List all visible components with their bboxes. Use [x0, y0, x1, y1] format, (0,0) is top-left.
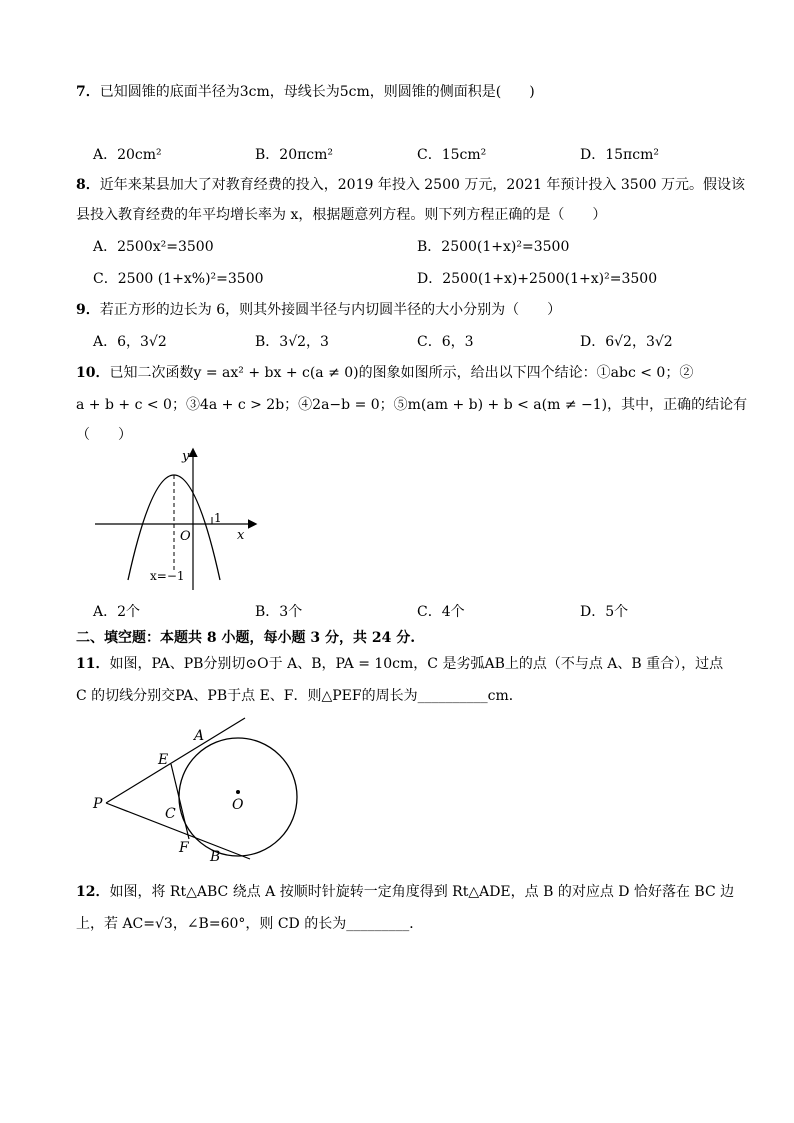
- q12-text-1: 如图，将 Rt△ABC 绕点 A 按顺时针旋转一定角度得到 Rt△ADE，点 B 的对应点 D 恰好落在 BC 边: [109, 884, 735, 900]
- q8-option-d: D．2500(1+x)+2500(1+x)²=3500: [417, 271, 658, 287]
- q7-stem: [76, 82, 535, 102]
- q8-stem-line2: 县投入教育经费的年平均增长率为 x，根据题意列方程。则下列方程正确的是（ ）: [76, 207, 607, 223]
- q11-text-1: 如图，PA、PB分别切⊙O于 A、B，PA = 10cm，C 是劣弧AB上的点（不与点 A、B 重合），过点: [109, 656, 724, 672]
- q10-stem-line3: （ ）: [76, 427, 132, 443]
- q7-option-d: D．15πcm²: [580, 147, 659, 163]
- q10-option-d: D．5个: [580, 604, 629, 620]
- q10-stem-line2: a + b + c < 0；③4a + c > 2b；④2a−b = 0；⑤m(am + b) + b < a(m ≠ −1)，其中，正确的结论有: [76, 397, 748, 413]
- origin-label: O: [180, 529, 191, 544]
- q10-option-a: A．2个: [93, 604, 141, 620]
- q11-stem-line1: [76, 654, 723, 674]
- q9-number: 9．: [76, 302, 100, 318]
- q7-option-a: A．20cm²: [93, 147, 162, 163]
- q9-text: 若正方形的边长为 6，则其外接圆半径与内切圆半径的大小分别为（ ）: [99, 302, 562, 318]
- q11-stem-line2: C 的切线分别交PA、PB于点 E、F．则△PEF的周长为__________cm．: [76, 688, 523, 704]
- q10-stem-line1: [76, 363, 693, 383]
- center-dot: [236, 790, 240, 794]
- tangent-pb: [106, 803, 250, 859]
- tangent-pa: [106, 718, 245, 803]
- q9-stem: [76, 300, 561, 320]
- q10-option-c: C．4个: [417, 604, 465, 620]
- q11-tangent-figure: [88, 712, 308, 872]
- q7-option-b: B．20πcm²: [255, 147, 334, 163]
- q10-parabola-figure: [90, 445, 270, 595]
- q9-option-c: C．6，3: [417, 334, 474, 350]
- q12-stem-line2: 上，若 AC=√3，∠B=60°，则 CD 的长为_________．: [76, 916, 424, 932]
- q10-text-1: 已知二次函数y = ax² + bx + c(a ≠ 0)的图象如图所示，给出以下四个结论：①abc < 0；②: [109, 365, 694, 381]
- q12-stem-line1: [76, 882, 734, 902]
- q7-number: 7．: [76, 84, 100, 100]
- q8-option-a: A．2500x²=3500: [93, 239, 214, 255]
- label-c: C: [165, 806, 176, 822]
- q12-number: 12．: [76, 884, 110, 900]
- label-p: P: [93, 796, 103, 812]
- q8-stem-line1: [76, 175, 745, 195]
- q8-number: 8．: [76, 177, 100, 193]
- q10-option-b: B．3个: [255, 604, 303, 620]
- q10-number: 10．: [76, 365, 110, 381]
- label-e: E: [158, 752, 169, 768]
- q7-option-c: C．15cm²: [417, 147, 487, 163]
- unit-label: 1: [214, 511, 222, 525]
- label-a: A: [194, 728, 205, 744]
- q7-text: 已知圆锥的底面半径为3cm，母线长为5cm，则圆锥的侧面积是( ): [99, 84, 535, 100]
- tangent-ef: [171, 764, 189, 839]
- label-f: F: [179, 840, 189, 856]
- q8-option-b: B．2500(1+x)²=3500: [417, 239, 570, 255]
- q9-option-b: B．3√2，3: [255, 334, 329, 350]
- y-axis-label: y: [182, 449, 190, 464]
- q9-option-a: A．6，3√2: [93, 334, 167, 350]
- q9-option-d: D．6√2，3√2: [580, 334, 673, 350]
- symmetry-axis-label: x=−1: [150, 569, 185, 583]
- q8-text-1: 近年来某县加大了对教育经费的投入，2019 年投入 2500 万元，2021 年预计投入 3500 万元。假设该: [99, 177, 745, 193]
- q8-option-c: C．2500 (1+x%)²=3500: [93, 271, 264, 287]
- x-axis-label: x: [237, 528, 245, 543]
- q11-number: 11．: [76, 656, 110, 672]
- label-b: B: [210, 849, 221, 865]
- label-o: O: [232, 797, 244, 813]
- section-title: 二、填空题：本题共 8 小题，每小题 3 分，共 24 分.: [76, 630, 416, 646]
